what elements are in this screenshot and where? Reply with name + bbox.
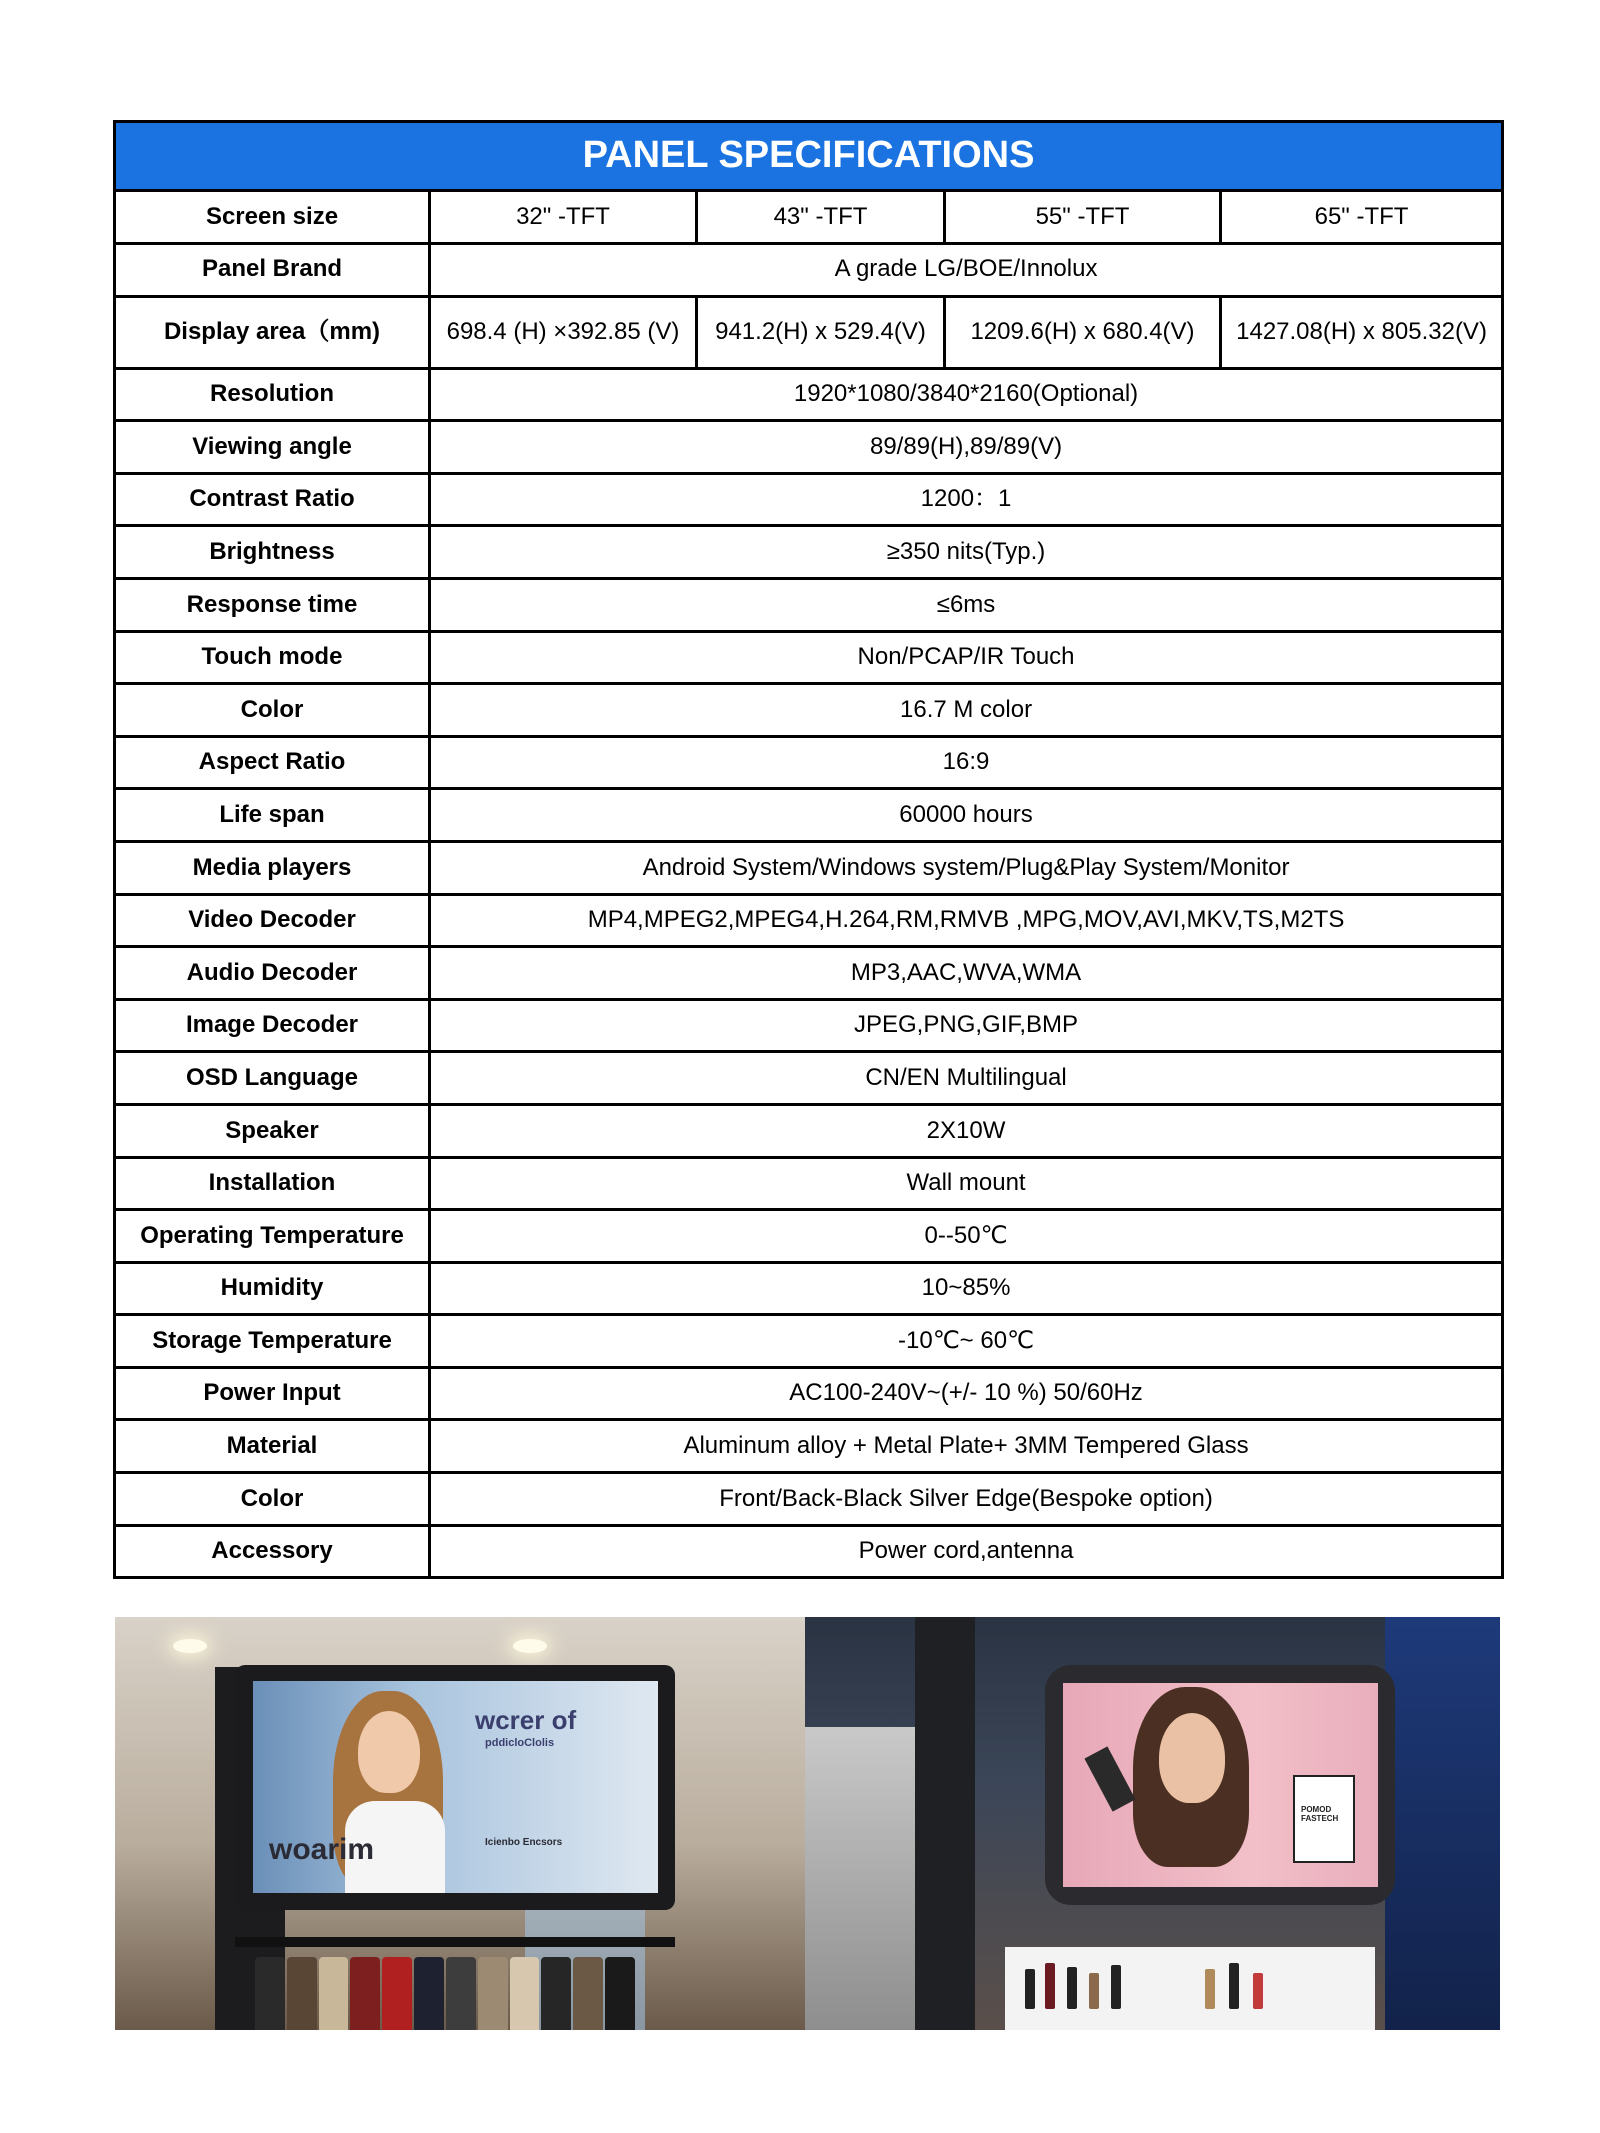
spec-row bbox=[115, 736, 1503, 789]
clothes-rack bbox=[255, 1957, 635, 2030]
row-label: Response time bbox=[115, 578, 430, 631]
row-label: Display area（mm) bbox=[115, 296, 430, 368]
display-area-43: 941.2(H) x 529.4(V) bbox=[697, 296, 945, 368]
size-32: 32" -TFT bbox=[430, 191, 697, 244]
row-value: JPEG,PNG,GIF,BMP bbox=[430, 999, 1503, 1052]
spec-row bbox=[115, 1210, 1503, 1263]
spec-row bbox=[115, 684, 1503, 737]
row-label: Image Decoder bbox=[115, 999, 430, 1052]
row-value: Android System/Windows system/Plug&Play System/Monitor bbox=[430, 841, 1503, 894]
row-label: Resolution bbox=[115, 368, 430, 421]
row-value: 60000 hours bbox=[430, 789, 1503, 842]
row-value: 89/89(H),89/89(V) bbox=[430, 421, 1503, 474]
screen-brand: woarim bbox=[269, 1833, 375, 1866]
spec-row bbox=[115, 1157, 1503, 1210]
spec-row bbox=[115, 526, 1503, 579]
spec-row bbox=[115, 894, 1503, 947]
size-43: 43" -TFT bbox=[697, 191, 945, 244]
row-value: Wall mount bbox=[430, 1157, 1503, 1210]
row-value: 1920*1080/3840*2160(Optional) bbox=[430, 368, 1503, 421]
screen-size-row bbox=[115, 191, 1503, 244]
spec-row bbox=[115, 1262, 1503, 1315]
panel-brand-row bbox=[115, 243, 1503, 296]
display-area-65: 1427.08(H) x 805.32(V) bbox=[1221, 296, 1503, 368]
row-value: MP4,MPEG2,MPEG4,H.264,RM,RMVB ,MPG,MOV,AVI,MKV,TS,M2TS bbox=[430, 894, 1503, 947]
row-label: Media players bbox=[115, 841, 430, 894]
cosmetic-product bbox=[1084, 1746, 1135, 1811]
row-label: Operating Temperature bbox=[115, 1210, 430, 1263]
row-label: Video Decoder bbox=[115, 894, 430, 947]
row-label: Life span bbox=[115, 789, 430, 842]
row-label: Aspect Ratio bbox=[115, 736, 430, 789]
spec-rows bbox=[115, 368, 1503, 1578]
display-area-row bbox=[115, 296, 1503, 368]
row-label: Storage Temperature bbox=[115, 1315, 430, 1368]
spec-row bbox=[115, 1473, 1503, 1526]
display-area-32: 698.4 (H) ×392.85 (V) bbox=[430, 296, 697, 368]
row-label: Brightness bbox=[115, 526, 430, 579]
spec-row bbox=[115, 999, 1503, 1052]
row-label: Accessory bbox=[115, 1525, 430, 1578]
row-label: Speaker bbox=[115, 1104, 430, 1157]
row-label: Color bbox=[115, 684, 430, 737]
row-value: 1200：1 bbox=[430, 473, 1503, 526]
row-label: Viewing angle bbox=[115, 421, 430, 474]
display-screen bbox=[1063, 1683, 1378, 1887]
row-label: OSD Language bbox=[115, 1052, 430, 1105]
panel-spec-table bbox=[113, 120, 1504, 1579]
row-label: Panel Brand bbox=[115, 243, 430, 296]
row-label: Contrast Ratio bbox=[115, 473, 430, 526]
store-shelving bbox=[805, 1727, 915, 2030]
row-value: ≤6ms bbox=[430, 578, 1503, 631]
ceiling-light bbox=[513, 1639, 547, 1653]
row-value: AC100-240V~(+/- 10 %) 50/60Hz bbox=[430, 1367, 1503, 1420]
row-label: Color bbox=[115, 1473, 430, 1526]
spec-row bbox=[115, 789, 1503, 842]
row-label: Humidity bbox=[115, 1262, 430, 1315]
row-value: -10℃~ 60℃ bbox=[430, 1315, 1503, 1368]
row-value: 16:9 bbox=[430, 736, 1503, 789]
row-value: Power cord,antenna bbox=[430, 1525, 1503, 1578]
row-label: Material bbox=[115, 1420, 430, 1473]
product-photos bbox=[115, 1617, 1500, 2030]
spec-row bbox=[115, 473, 1503, 526]
row-value: Non/PCAP/IR Touch bbox=[430, 631, 1503, 684]
spec-row bbox=[115, 1104, 1503, 1157]
display-counter bbox=[1005, 1947, 1375, 2030]
model-face bbox=[1159, 1713, 1225, 1803]
spec-row bbox=[115, 1420, 1503, 1473]
model-face bbox=[358, 1711, 420, 1793]
row-value: CN/EN Multilingual bbox=[430, 1052, 1503, 1105]
size-55: 55" -TFT bbox=[945, 191, 1221, 244]
spec-row bbox=[115, 631, 1503, 684]
row-label: Audio Decoder bbox=[115, 947, 430, 1000]
spec-row bbox=[115, 421, 1503, 474]
table-title: PANEL SPECIFICATIONS bbox=[115, 122, 1503, 191]
spec-row bbox=[115, 368, 1503, 421]
photo-clothing-store bbox=[115, 1617, 805, 2030]
ceiling-light bbox=[173, 1639, 207, 1653]
card-text: POMOD FASTECH bbox=[1301, 1805, 1339, 1823]
row-value: ≥350 nits(Typ.) bbox=[430, 526, 1503, 579]
spec-row bbox=[115, 1052, 1503, 1105]
row-value: 16.7 M color bbox=[430, 684, 1503, 737]
row-value: MP3,AAC,WVA,WMA bbox=[430, 947, 1503, 1000]
row-value: 0--50℃ bbox=[430, 1210, 1503, 1263]
display-post bbox=[915, 1617, 975, 2030]
spec-row bbox=[115, 1367, 1503, 1420]
product-card bbox=[1293, 1775, 1355, 1863]
spec-row bbox=[115, 578, 1503, 631]
row-label: Touch mode bbox=[115, 631, 430, 684]
row-value: Aluminum alloy + Metal Plate+ 3MM Tempered Glass bbox=[430, 1420, 1503, 1473]
photo-cosmetics-store bbox=[805, 1617, 1500, 2030]
row-value: 10~85% bbox=[430, 1262, 1503, 1315]
clothes-rail bbox=[235, 1937, 675, 1947]
row-value: A grade LG/BOE/Innolux bbox=[430, 243, 1503, 296]
spec-row bbox=[115, 1525, 1503, 1578]
screen-headline: wcrer of bbox=[475, 1705, 577, 1735]
row-value: Front/Back-Black Silver Edge(Bespoke option) bbox=[430, 1473, 1503, 1526]
row-value: 2X10W bbox=[430, 1104, 1503, 1157]
store-background bbox=[1385, 1617, 1500, 2030]
row-label: Screen size bbox=[115, 191, 430, 244]
row-label: Installation bbox=[115, 1157, 430, 1210]
row-label: Power Input bbox=[115, 1367, 430, 1420]
spec-row bbox=[115, 841, 1503, 894]
screen-subline: pddicloClolis bbox=[485, 1737, 555, 1749]
spec-row bbox=[115, 1315, 1503, 1368]
screen-small-text: Icienbo Encsors bbox=[485, 1837, 563, 1848]
display-area-55: 1209.6(H) x 680.4(V) bbox=[945, 296, 1221, 368]
spec-row bbox=[115, 947, 1503, 1000]
size-65: 65" -TFT bbox=[1221, 191, 1503, 244]
display-screen bbox=[253, 1681, 658, 1893]
